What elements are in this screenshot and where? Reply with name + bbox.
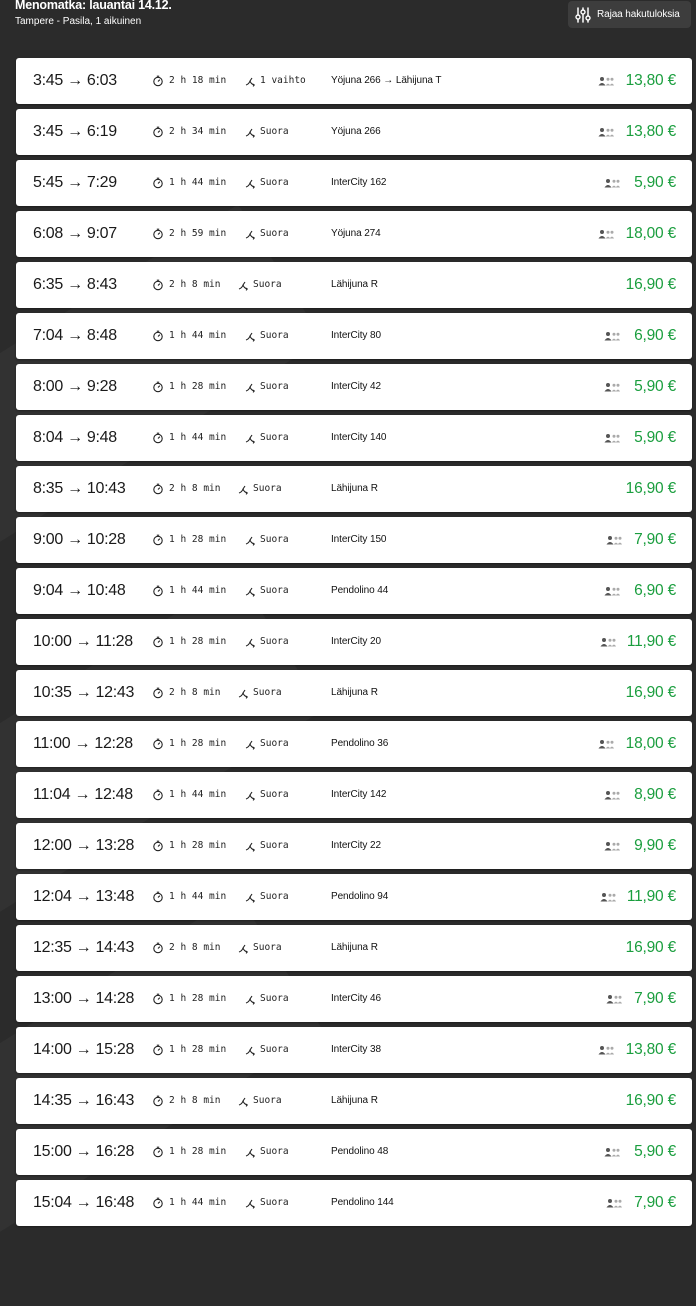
seats-icon <box>598 211 614 257</box>
trip-times: 3:45 → 6:19 <box>33 123 117 140</box>
changes-text: Suora <box>260 534 289 545</box>
train-name: Lähijuna R <box>331 279 378 290</box>
train-name: InterCity 46 <box>331 993 381 1004</box>
trip-row[interactable] <box>16 976 692 1022</box>
trip-price: 9,90 € <box>634 837 676 854</box>
trip-price: 13,80 € <box>625 123 676 140</box>
train-name: Pendolino 48 <box>331 1146 389 1157</box>
stopwatch-icon <box>152 585 164 597</box>
changes-text: Suora <box>260 126 289 137</box>
trip-times: 12:35 → 14:43 <box>33 939 135 956</box>
trip-duration <box>152 160 226 206</box>
trip-price: 18,00 € <box>625 225 676 242</box>
trip-changes <box>238 670 282 716</box>
duration-text: 1 h 28 min <box>169 381 227 392</box>
duration-text: 2 h 8 min <box>169 279 221 290</box>
trip-duration <box>152 58 226 104</box>
trip-changes <box>245 364 289 410</box>
trip-row[interactable] <box>16 1078 692 1124</box>
changes-text: Suora <box>253 687 282 698</box>
route-icon <box>238 484 249 495</box>
duration-text: 2 h 59 min <box>169 228 227 239</box>
trip-changes <box>238 925 282 971</box>
changes-text: Suora <box>260 1197 289 1208</box>
trip-price: 7,90 € <box>634 531 676 548</box>
trip-row[interactable] <box>16 1180 692 1226</box>
seats-icon <box>600 619 616 665</box>
stopwatch-icon <box>152 891 164 903</box>
trip-price: 16,90 € <box>625 276 676 293</box>
duration-text: 2 h 8 min <box>169 1095 221 1106</box>
duration-text: 1 h 44 min <box>169 330 227 341</box>
trip-duration <box>152 721 226 767</box>
train-name: InterCity 20 <box>331 636 381 647</box>
trip-price: 16,90 € <box>625 939 676 956</box>
route-icon <box>245 229 256 240</box>
trip-changes <box>238 1078 282 1124</box>
trip-duration <box>152 1027 226 1073</box>
changes-text: Suora <box>260 738 289 749</box>
trip-changes <box>245 109 289 155</box>
trip-duration <box>152 874 226 920</box>
trip-changes <box>245 1180 289 1226</box>
duration-text: 1 h 28 min <box>169 1044 227 1055</box>
route-icon <box>238 943 249 954</box>
duration-text: 2 h 8 min <box>169 942 221 953</box>
changes-text: Suora <box>260 330 289 341</box>
seats-icon <box>606 976 622 1022</box>
stopwatch-icon <box>152 942 164 954</box>
trip-duration <box>152 109 226 155</box>
trip-changes <box>245 211 289 257</box>
train-name: InterCity 38 <box>331 1044 381 1055</box>
route-icon <box>245 994 256 1005</box>
stopwatch-icon <box>152 177 164 189</box>
seats-icon <box>598 58 614 104</box>
route-icon <box>245 1198 256 1209</box>
changes-text: Suora <box>253 942 282 953</box>
stopwatch-icon <box>152 687 164 699</box>
trip-times: 9:04 → 10:48 <box>33 582 126 599</box>
trip-changes <box>245 415 289 461</box>
trip-price: 6,90 € <box>634 327 676 344</box>
train-name: Pendolino 94 <box>331 891 389 902</box>
trip-changes <box>245 313 289 359</box>
trip-duration <box>152 517 226 563</box>
trip-times: 12:04 → 13:48 <box>33 888 135 905</box>
route-icon <box>245 331 256 342</box>
filter-label: Rajaa hakutuloksia <box>597 9 680 20</box>
trip-changes <box>245 823 289 869</box>
trip-header <box>0 0 696 52</box>
route-icon <box>238 280 249 291</box>
trip-changes <box>245 568 289 614</box>
trip-duration <box>152 415 226 461</box>
seats-icon <box>604 313 620 359</box>
trip-times: 10:35 → 12:43 <box>33 684 135 701</box>
duration-text: 2 h 34 min <box>169 126 227 137</box>
duration-text: 2 h 8 min <box>169 483 221 494</box>
trip-changes <box>238 466 282 512</box>
route-icon <box>245 535 256 546</box>
duration-text: 1 h 44 min <box>169 177 227 188</box>
trip-price: 16,90 € <box>625 1092 676 1109</box>
route-icon <box>245 1147 256 1158</box>
sliders-icon <box>574 6 592 24</box>
route-icon <box>245 586 256 597</box>
train-name: Pendolino 44 <box>331 585 389 596</box>
train-name: InterCity 42 <box>331 381 381 392</box>
route-icon <box>245 892 256 903</box>
duration-text: 2 h 18 min <box>169 75 227 86</box>
duration-text: 1 h 28 min <box>169 840 227 851</box>
trip-times: 6:08 → 9:07 <box>33 225 117 242</box>
stopwatch-icon <box>152 534 164 546</box>
trip-price: 13,80 € <box>625 1041 676 1058</box>
trip-times: 8:00 → 9:28 <box>33 378 117 395</box>
changes-text: Suora <box>260 177 289 188</box>
trip-price: 6,90 € <box>634 582 676 599</box>
route-icon <box>245 433 256 444</box>
trip-times: 10:00 → 11:28 <box>33 633 133 650</box>
trip-duration <box>152 364 226 410</box>
stopwatch-icon <box>152 126 164 138</box>
trip-price: 8,90 € <box>634 786 676 803</box>
duration-text: 1 h 28 min <box>169 534 227 545</box>
train-name: InterCity 140 <box>331 432 387 443</box>
train-name: InterCity 22 <box>331 840 381 851</box>
trip-row[interactable] <box>16 466 692 512</box>
page-title: Menomatka: lauantai 14.12. <box>15 0 172 12</box>
trip-changes <box>245 1027 289 1073</box>
train-name: Yöjuna 274 <box>331 228 381 239</box>
trip-changes <box>238 262 282 308</box>
stopwatch-icon <box>152 381 164 393</box>
duration-text: 1 h 44 min <box>169 585 227 596</box>
changes-text: Suora <box>260 840 289 851</box>
trip-row[interactable] <box>16 262 692 308</box>
train-name: Yöjuna 266 <box>331 126 381 137</box>
trip-times: 8:04 → 9:48 <box>33 429 117 446</box>
train-name: InterCity 142 <box>331 789 387 800</box>
changes-text: Suora <box>260 993 289 1004</box>
trip-row[interactable] <box>16 364 692 410</box>
train-name: Pendolino 36 <box>331 738 389 749</box>
route-icon <box>245 127 256 138</box>
trip-changes <box>245 160 289 206</box>
trip-price: 5,90 € <box>634 378 676 395</box>
trip-changes <box>245 58 306 104</box>
trip-changes <box>245 619 289 665</box>
trip-price: 11,90 € <box>626 633 676 650</box>
trip-duration <box>152 925 220 971</box>
route-icon <box>245 1045 256 1056</box>
trip-price: 7,90 € <box>634 1194 676 1211</box>
stopwatch-icon <box>152 789 164 801</box>
seats-icon <box>600 874 616 920</box>
duration-text: 2 h 8 min <box>169 687 221 698</box>
trip-duration <box>152 976 226 1022</box>
trip-times: 9:00 → 10:28 <box>33 531 126 548</box>
stopwatch-icon <box>152 1044 164 1056</box>
stopwatch-icon <box>152 1197 164 1209</box>
trip-duration <box>152 1078 220 1124</box>
train-name: Lähijuna R <box>331 942 378 953</box>
route-icon <box>245 76 256 87</box>
route-icon <box>245 841 256 852</box>
trip-row[interactable] <box>16 568 692 614</box>
trip-row[interactable] <box>16 313 692 359</box>
trip-times: 11:00 → 12:28 <box>33 735 133 752</box>
stopwatch-icon <box>152 228 164 240</box>
trip-row[interactable] <box>16 874 692 920</box>
seats-icon <box>604 772 620 818</box>
trip-times: 13:00 → 14:28 <box>33 990 135 1007</box>
changes-text: Suora <box>253 279 282 290</box>
stopwatch-icon <box>152 1146 164 1158</box>
duration-text: 1 h 28 min <box>169 636 227 647</box>
seats-icon <box>598 1027 614 1073</box>
changes-text: Suora <box>260 585 289 596</box>
trip-list <box>16 58 692 1231</box>
trip-row[interactable] <box>16 58 692 104</box>
trip-price: 5,90 € <box>634 1143 676 1160</box>
seats-icon <box>604 160 620 206</box>
trip-times: 14:00 → 15:28 <box>33 1041 135 1058</box>
seats-icon <box>604 1129 620 1175</box>
trip-duration <box>152 772 226 818</box>
train-name: Lähijuna R <box>331 687 378 698</box>
trip-price: 5,90 € <box>634 429 676 446</box>
stopwatch-icon <box>152 432 164 444</box>
trip-row[interactable] <box>16 670 692 716</box>
trip-price: 13,80 € <box>625 72 676 89</box>
filter-results-button[interactable] <box>568 1 691 28</box>
duration-text: 1 h 28 min <box>169 993 227 1004</box>
trip-times: 7:04 → 8:48 <box>33 327 117 344</box>
trip-duration <box>152 1180 226 1226</box>
route-icon <box>245 790 256 801</box>
route-icon <box>238 1096 249 1107</box>
trip-duration <box>152 619 226 665</box>
seats-icon <box>604 568 620 614</box>
trip-price: 7,90 € <box>634 990 676 1007</box>
trip-duration <box>152 823 226 869</box>
trip-price: 11,90 € <box>626 888 676 905</box>
trip-times: 15:00 → 16:28 <box>33 1143 135 1160</box>
changes-text: Suora <box>260 381 289 392</box>
trip-price: 16,90 € <box>625 684 676 701</box>
route-icon <box>245 382 256 393</box>
changes-text: Suora <box>260 432 289 443</box>
route-icon <box>245 637 256 648</box>
changes-text: Suora <box>260 636 289 647</box>
stopwatch-icon <box>152 75 164 87</box>
seats-icon <box>598 721 614 767</box>
trip-price: 5,90 € <box>634 174 676 191</box>
trip-row[interactable] <box>16 1027 692 1073</box>
trip-times: 15:04 → 16:48 <box>33 1194 135 1211</box>
trip-duration <box>152 313 226 359</box>
trip-duration <box>152 670 220 716</box>
trip-price: 18,00 € <box>625 735 676 752</box>
changes-text: Suora <box>253 483 282 494</box>
changes-text: Suora <box>260 891 289 902</box>
route-icon <box>245 739 256 750</box>
trip-changes <box>245 772 289 818</box>
trip-times: 3:45 → 6:03 <box>33 72 117 89</box>
trip-duration <box>152 262 220 308</box>
trip-row[interactable] <box>16 1129 692 1175</box>
trip-row[interactable] <box>16 925 692 971</box>
stopwatch-icon <box>152 330 164 342</box>
changes-text: 1 vaihto <box>260 75 306 86</box>
seats-icon <box>606 517 622 563</box>
trip-row[interactable] <box>16 823 692 869</box>
trip-row[interactable] <box>16 619 692 665</box>
trip-price: 16,90 € <box>625 480 676 497</box>
stopwatch-icon <box>152 993 164 1005</box>
trip-row[interactable] <box>16 772 692 818</box>
trip-row[interactable] <box>16 517 692 563</box>
seats-icon <box>604 823 620 869</box>
seats-icon <box>598 109 614 155</box>
trip-times: 11:04 → 12:48 <box>33 786 133 803</box>
trip-changes <box>245 976 289 1022</box>
duration-text: 1 h 44 min <box>169 891 227 902</box>
train-name: Yöjuna 266 → Lähijuna T <box>331 75 442 86</box>
seats-icon <box>604 415 620 461</box>
route-icon <box>245 178 256 189</box>
changes-text: Suora <box>253 1095 282 1106</box>
trip-duration <box>152 211 226 257</box>
trip-times: 8:35 → 10:43 <box>33 480 126 497</box>
stopwatch-icon <box>152 840 164 852</box>
stopwatch-icon <box>152 738 164 750</box>
trip-row[interactable] <box>16 415 692 461</box>
trip-row[interactable] <box>16 211 692 257</box>
changes-text: Suora <box>260 1146 289 1157</box>
seats-icon <box>606 1180 622 1226</box>
trip-duration <box>152 466 220 512</box>
trip-row[interactable] <box>16 109 692 155</box>
trip-changes <box>245 874 289 920</box>
train-name: Lähijuna R <box>331 1095 378 1106</box>
train-name: InterCity 80 <box>331 330 381 341</box>
seats-icon <box>604 364 620 410</box>
trip-changes <box>245 721 289 767</box>
trip-row[interactable] <box>16 721 692 767</box>
trip-changes <box>245 1129 289 1175</box>
train-name: InterCity 162 <box>331 177 387 188</box>
trip-times: 14:35 → 16:43 <box>33 1092 135 1109</box>
stopwatch-icon <box>152 636 164 648</box>
train-name: InterCity 150 <box>331 534 387 545</box>
changes-text: Suora <box>260 228 289 239</box>
stopwatch-icon <box>152 483 164 495</box>
train-name: Lähijuna R <box>331 483 378 494</box>
duration-text: 1 h 44 min <box>169 1197 227 1208</box>
duration-text: 1 h 28 min <box>169 1146 227 1157</box>
changes-text: Suora <box>260 1044 289 1055</box>
train-name: Pendolino 144 <box>331 1197 394 1208</box>
changes-text: Suora <box>260 789 289 800</box>
duration-text: 1 h 44 min <box>169 432 227 443</box>
trip-times: 5:45 → 7:29 <box>33 174 117 191</box>
trip-changes <box>245 517 289 563</box>
trip-duration <box>152 568 226 614</box>
route-icon <box>238 688 249 699</box>
trip-duration <box>152 1129 226 1175</box>
trip-times: 6:35 → 8:43 <box>33 276 117 293</box>
stopwatch-icon <box>152 1095 164 1107</box>
stopwatch-icon <box>152 279 164 291</box>
trip-row[interactable] <box>16 160 692 206</box>
trip-times: 12:00 → 13:28 <box>33 837 135 854</box>
trip-summary: Tampere - Pasila, 1 aikuinen <box>15 16 142 27</box>
duration-text: 1 h 28 min <box>169 738 227 749</box>
duration-text: 1 h 44 min <box>169 789 227 800</box>
